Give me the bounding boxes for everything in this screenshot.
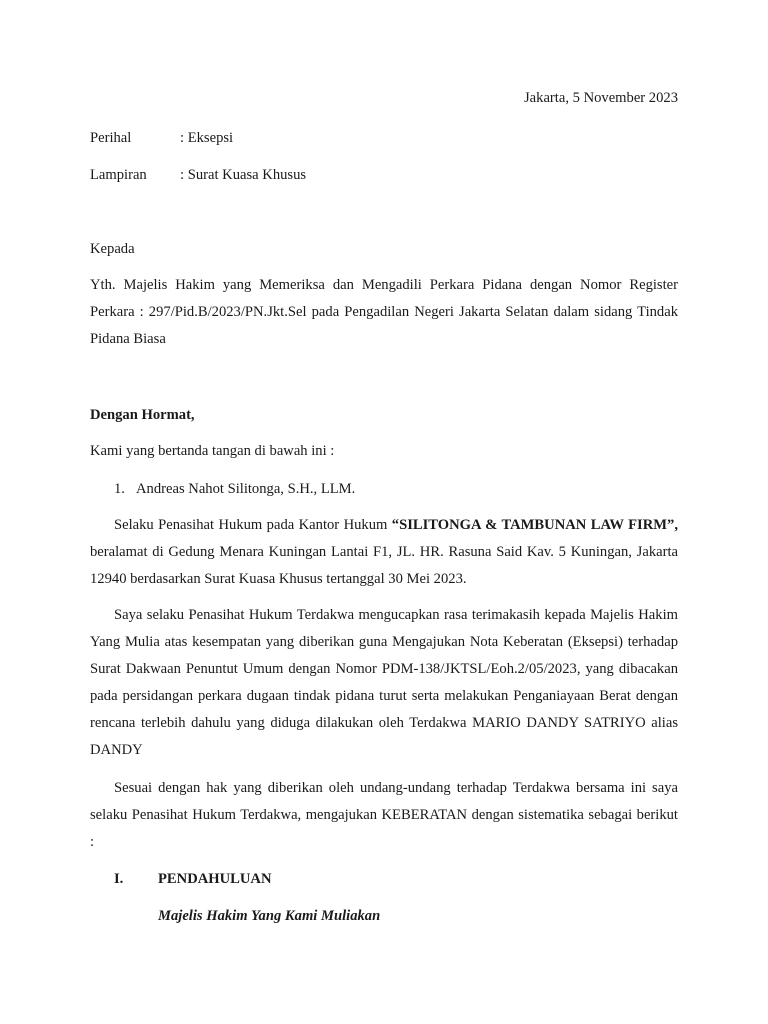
salutation: Dengan Hormat, [90, 407, 195, 423]
signatory-number: 1. [114, 481, 125, 497]
recipient-paragraph: Yth. Majelis Hakim yang Memeriksa dan Mengadili Perkara Pidana dengan Nomor Register Perkara : 297/Pid.B/2023/PN.Jkt.Sel pada Pengadilan Negeri Jakarta Selatan dalam sidang Tindak Pidana Biasa [90, 277, 678, 347]
lampiran-value: : Surat Kuasa Khusus [180, 167, 307, 183]
objection-paragraph: Sesuai dengan hak yang diberikan oleh undang-undang terhadap Terdakwa bersama ini saya selaku Penasihat Hukum Terdakwa, mengajukan KEBERATAN dengan sistematika sebagai berikut : [90, 780, 678, 850]
section-subheading: Majelis Hakim Yang Kami Muliakan [158, 908, 381, 924]
perihal-value: : Eksepsi [180, 130, 234, 146]
signatory-name: Andreas Nahot Silitonga, S.H., LLM. [136, 481, 356, 497]
letter-page [90, 0, 678, 1024]
firm-paragraph [90, 512, 678, 593]
section-number: I. [114, 871, 124, 887]
letter-date: Jakarta, 5 November 2023 [524, 90, 678, 106]
gratitude-paragraph: Saya selaku Penasihat Hukum Terdakwa mengucapkan rasa terimakasih kepada Majelis Hakim Yang Mulia atas kesempatan yang diberikan guna Mengajukan Nota Keberatan (Eksepsi) terhadap Surat Dakwaan Penuntut Umum dengan Nomor PDM-138/JKTSL/Eoh.2/05/2023, yang dibacakan pada persidangan perkara dugaan tindak pidana turut serta melakukan Penganiayaan Berat dengan rencana terlebih dahulu yang diduga dilakukan oleh Terdakwa MARIO DANDY SATRIYO alias DANDY [90, 607, 678, 758]
signatory-list-item [90, 481, 678, 501]
lampiran-label: Lampiran [90, 167, 147, 183]
kepada-label: Kepada [90, 241, 135, 257]
section-title: PENDAHULUAN [158, 871, 272, 887]
firm-intro-text: Selaku Penasihat Hukum pada Kantor Hukum [114, 517, 392, 533]
perihal-label: Perihal [90, 130, 132, 146]
intro-line: Kami yang bertanda tangan di bawah ini : [90, 443, 335, 459]
section-heading [90, 871, 678, 891]
firm-address-text: beralamat di Gedung Menara Kuningan Lantai F1, JL. HR. Rasuna Said Kav. 5 Kuningan, Jakarta 12940 berdasarkan Surat Kuasa Khusus tertanggal 30 Mei 2023. [90, 544, 678, 587]
firm-name: “SILITONGA & TAMBUNAN LAW FIRM”, [391, 517, 678, 533]
